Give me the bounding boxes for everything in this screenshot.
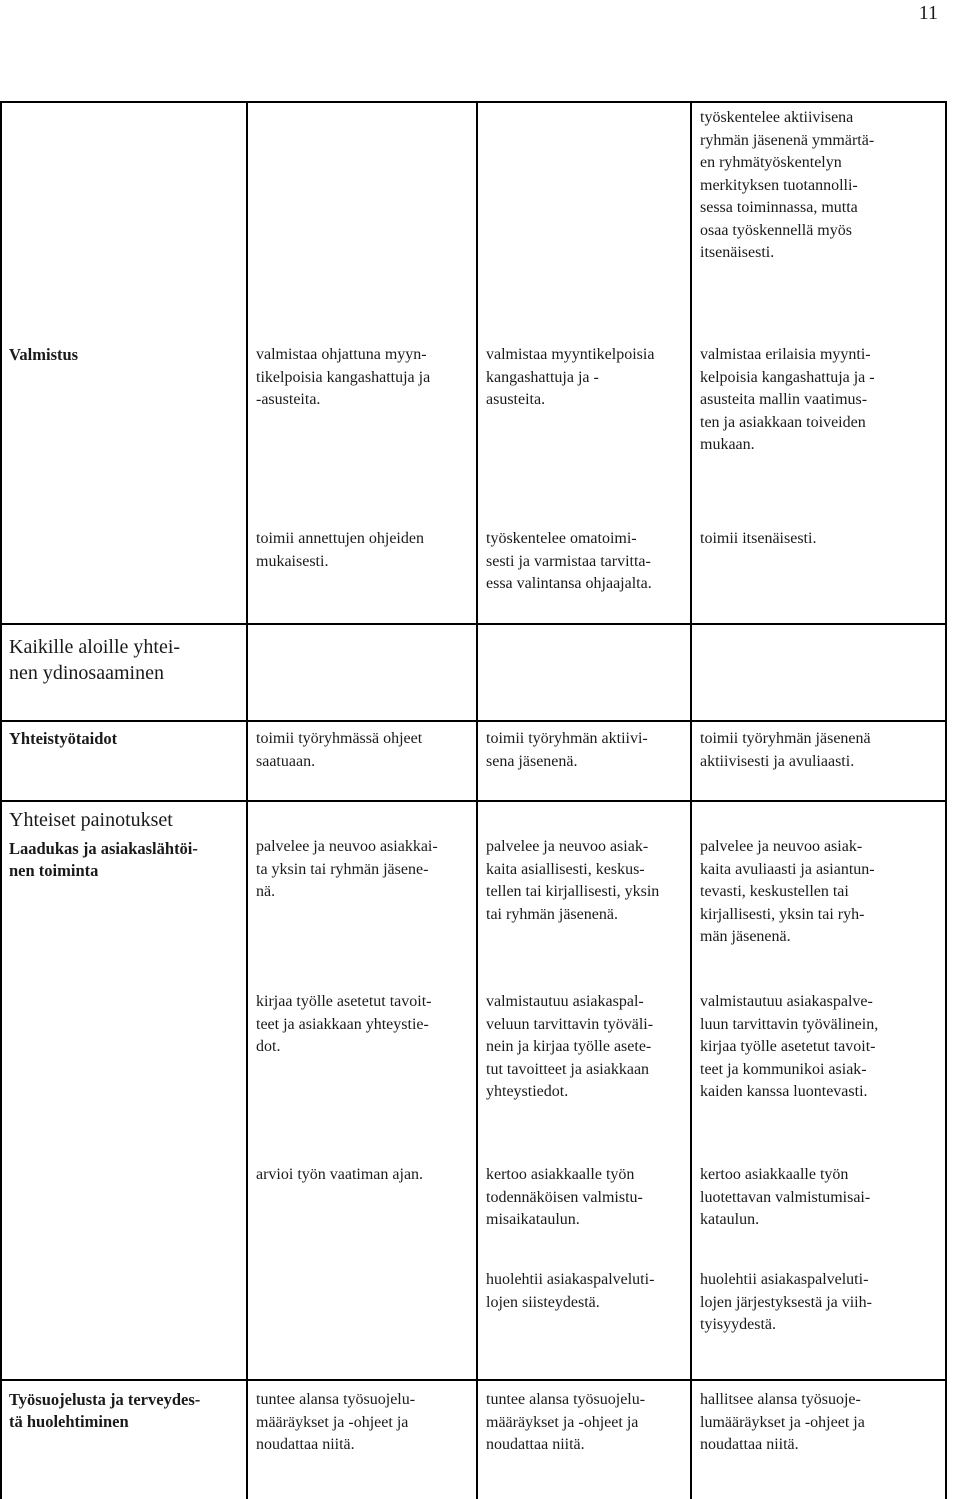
valmistus-c2: valmistaa ohjattuna myyn- tikelpoisia kangashattuja ja -asusteita. bbox=[256, 346, 431, 408]
kirjaa-c2: kirjaa työlle asetetut tavoit- teet ja asiakkaan yhteystie- dot. bbox=[256, 993, 432, 1055]
valmistus-c4: valmistaa erilaisia myynti- kelpoisia kangashattuja ja - asusteita mallin vaatimus- ten ja asiakkaan toiveiden mukaan. bbox=[700, 346, 875, 453]
tyosuojelu-c2: tuntee alansa työsuojelu- määräykset ja -ohjeet ja noudattaa niitä. bbox=[256, 1391, 416, 1453]
kirjaa-c3: valmistautuu asiakaspal- veluun tarvittavin työväli- nein ja kirjaa työlle asete- tut tavoitteet ja asiakkaan yhteystiedot. bbox=[486, 993, 654, 1100]
huolehtii-c3: huolehtii asiakaspalveluti- lojen siisteydestä. bbox=[486, 1271, 655, 1311]
yhteistyo-label: Yhteistyötaidot bbox=[9, 729, 118, 748]
instructions-c2: toimii annettujen ohjeiden mukaisesti. bbox=[256, 530, 424, 570]
row-divider-yhteistyo bbox=[0, 720, 947, 722]
valmistus-c3: valmistaa myyntikelpoisia kangashattuja ja - asusteita. bbox=[486, 346, 655, 408]
tyosuojelu-c4: hallitsee alansa työsuoje- lumääräykset ja -ohjeet ja noudattaa niitä. bbox=[700, 1391, 865, 1453]
teamwork-c4: työskentelee aktiivisena ryhmän jäsenenä ymmärtä- en ryhmätyöskentelyn merkityksen tuotannolli- sessa toiminnassa, mutta osaa työskennellä myös itsenäisesti. bbox=[700, 109, 875, 261]
section-common-heading: Yhteiset painotukset bbox=[9, 809, 173, 831]
arvioi-c2: arvioi työn vaatiman ajan. bbox=[256, 1166, 424, 1183]
arvioi-c4: kertoo asiakkaalle työn luotettavan valmistumisai- kataulun. bbox=[700, 1166, 871, 1228]
page-number: 11 bbox=[918, 2, 938, 24]
kirjaa-c4: valmistautuu asiakaspalve- luun tarvittavin työvälinein, kirjaa työlle asetetut tavoit- teet ja kommunikoi asiak- kaiden kanssa luontevasti. bbox=[700, 993, 879, 1100]
laadukas-c2: palvelee ja neuvoo asiakkai- ta yksin tai ryhmän jäsene- nä. bbox=[256, 838, 438, 900]
laadukas-c3: palvelee ja neuvoo asiak- kaita asiallisesti, keskus- tellen tai kirjallisesti, yksin tai ryhmän jäsenenä. bbox=[486, 838, 660, 923]
laadukas-c4: palvelee ja neuvoo asiak- kaita avuliaasti ja asiantun- tevasti, keskustellen tai kirjallisesti, yksin tai ryh- män jäsenenä. bbox=[700, 838, 875, 945]
valmistus-label: Valmistus bbox=[9, 345, 79, 364]
tyosuojelu-label: Työsuojelusta ja terveydes- tä huolehtiminen bbox=[9, 1390, 201, 1431]
instructions-c4: toimii itsenäisesti. bbox=[700, 530, 817, 547]
row-divider-common bbox=[0, 800, 947, 802]
row-divider-tyosuojelu bbox=[0, 1379, 947, 1381]
yhteistyo-c3: toimii työryhmän aktiivi- sena jäsenenä. bbox=[486, 730, 648, 770]
instructions-c3: työskentelee omatoimi- sesti ja varmistaa tarvitta- essa valintansa ohjaajalta. bbox=[486, 530, 652, 592]
yhteistyo-c2: toimii työryhmässä ohjeet saatuaan. bbox=[256, 730, 423, 770]
laadukas-label: Laadukas ja asiakaslähtöi- nen toiminta bbox=[9, 839, 198, 880]
yhteistyo-c4: toimii työryhmän jäsenenä aktiivisesti ja avuliaasti. bbox=[700, 730, 871, 770]
section-core-heading: Kaikille aloille yhtei- nen ydinosaaminen bbox=[9, 636, 181, 684]
tyosuojelu-c3: tuntee alansa työsuojelu- määräykset ja -ohjeet ja noudattaa niitä. bbox=[486, 1391, 646, 1453]
arvioi-c3: kertoo asiakkaalle työn todennäköisen valmistu- misaikataulun. bbox=[486, 1166, 643, 1228]
huolehtii-c4: huolehtii asiakaspalveluti- lojen järjestyksestä ja viih- tyisyydestä. bbox=[700, 1271, 872, 1333]
row-divider-core bbox=[0, 623, 947, 625]
table-border-top bbox=[0, 101, 947, 103]
